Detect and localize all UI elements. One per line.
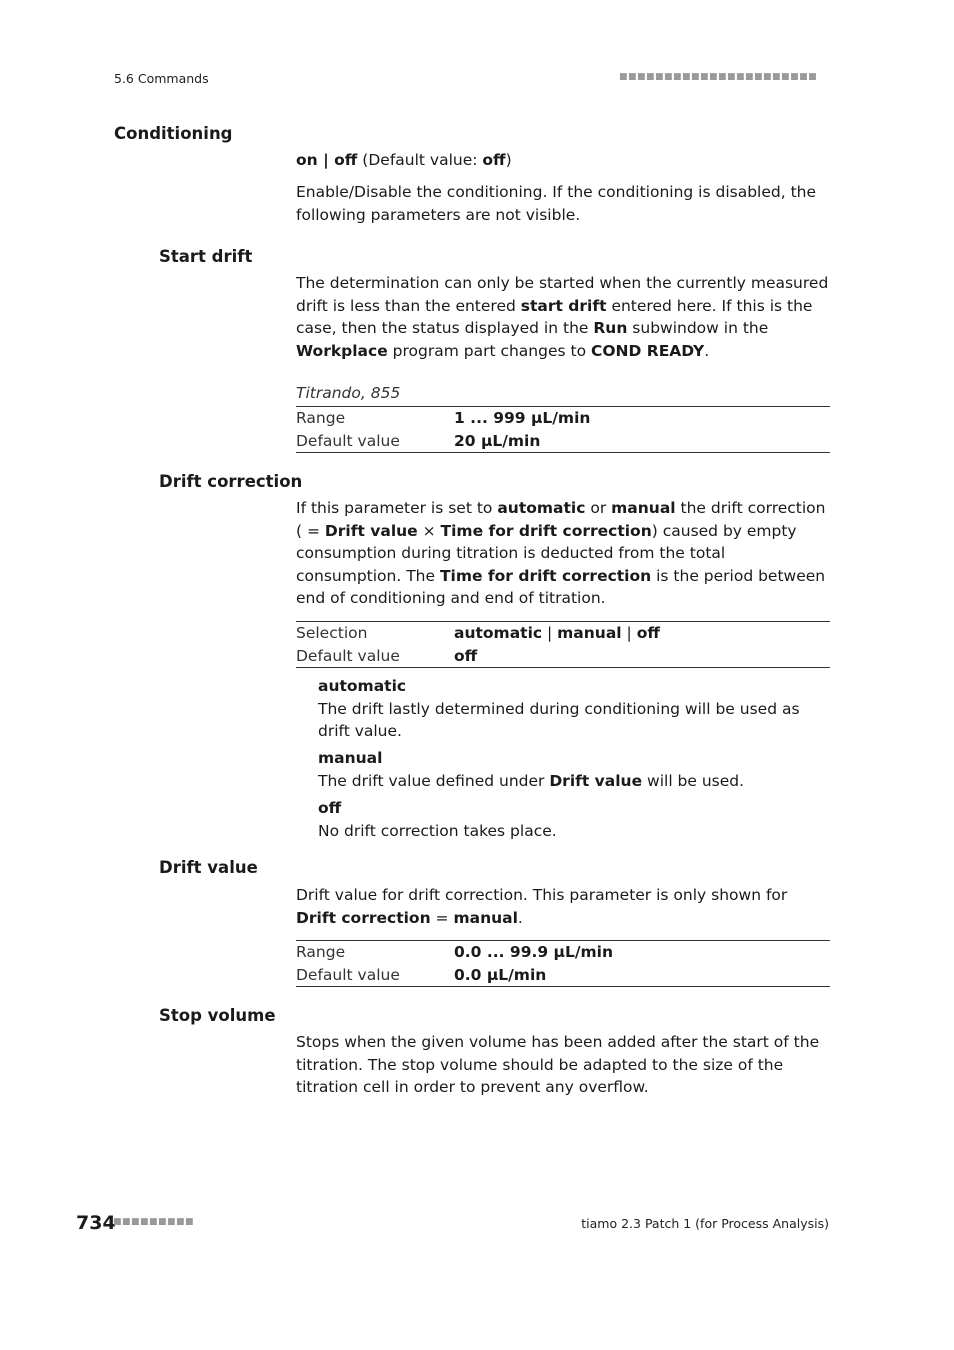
text: The drift value defined under [318,771,550,790]
emphasis: manual [453,908,518,927]
table-row [296,964,830,987]
text: the drift correction ( = [296,499,826,540]
emphasis: Drift correction [296,908,431,927]
stop-volume-heading: Stop volume [159,1006,276,1025]
running-header-section: 5.6 Commands [114,71,209,86]
param-value: 0.0 ... 99.9 µL/min [454,943,613,962]
start-drift-description [296,272,830,362]
default-prefix: (Default value: [357,151,483,169]
text: program part changes to [387,341,591,360]
option-automatic-block [318,675,828,743]
param-key: Default value [296,646,400,665]
option-separator: | [542,624,558,643]
table-row [296,622,830,645]
drift-correction-description [296,497,830,610]
text: or [585,499,612,517]
value-off: off [334,151,358,169]
text: Drift value for drift correction. This parameter is only shown for [296,886,788,904]
conditioning-heading: Conditioning [114,124,233,143]
text: If this parameter is set to [296,499,498,517]
start-drift-heading: Start drift [159,247,253,266]
option-off: off [636,624,660,643]
option-title: automatic [318,677,407,695]
emphasis: Workplace [296,341,388,360]
option-title: manual [318,749,383,767]
text: . [704,341,710,360]
footer-product-name: tiamo 2.3 Patch 1 (for Process Analysis) [581,1216,829,1231]
option-manual: manual [557,624,622,643]
drift-correction-parameter-table [296,621,830,668]
option-manual-block [318,747,828,792]
text: subwindow in the [627,319,769,338]
param-value: 1 ... 999 µL/min [454,409,591,428]
default-suffix: ) [505,151,512,169]
option-separator: | [621,624,637,643]
emphasis: start drift [520,296,607,315]
emphasis: Drift value [549,771,643,790]
emphasis: automatic [497,499,586,517]
param-value: off [454,646,478,665]
text: entered here. If this is the case, then the status displayed in the [296,296,813,338]
default-value: off [482,151,506,169]
page-number: 734 [76,1212,116,1234]
table-row [296,430,830,453]
text: . [517,908,523,927]
value-on: on [296,151,318,169]
param-key: Default value [296,431,400,450]
start-drift-device-caption: Titrando, 855 [296,384,401,402]
running-header-decoration: ■■■■■■■■■■■■■■■■■■■■■■ [619,72,818,82]
option-title: off [318,799,342,817]
conditioning-description: Enable/Disable the conditioning. If the conditioning is disabled, the following parameters are not visible. [296,183,817,224]
table-row [296,407,830,430]
drift-value-description [296,884,830,929]
stop-volume-description: Stops when the given volume has been added after the start of the titration. The stop volume should be adapted to the size of the titration cell in order to prevent any overflow. [296,1033,820,1097]
emphasis: Time for drift correction [440,521,652,540]
emphasis: Drift value [324,521,418,540]
param-value [454,622,830,645]
option-text [318,770,828,793]
option-text: No drift correction takes place. [318,821,557,840]
option-off-block [318,797,828,842]
text: The determination can only be started when the currently measured drift is less than the entered [296,274,829,315]
table-row [296,941,830,964]
param-key: Range [296,943,346,962]
option-automatic: automatic [454,624,543,643]
table-row [296,645,830,668]
drift-value-parameter-table [296,940,830,987]
emphasis: manual [611,499,676,517]
emphasis: Time for drift correction [439,566,652,585]
value-separator: | [317,151,335,169]
text: × [417,521,441,540]
option-text: The drift lastly determined during conditioning will be used as drift value. [318,699,800,741]
text: = [430,908,454,927]
footer-decoration: ■■■■■■■■■ [113,1217,195,1227]
text: will be used. [642,771,745,790]
drift-value-heading: Drift value [159,858,258,877]
param-key: Selection [296,624,368,643]
start-drift-parameter-table [296,406,830,453]
emphasis: COND READY [590,341,705,360]
param-value: 20 µL/min [454,431,541,450]
conditioning-values [296,149,830,172]
param-value: 0.0 µL/min [454,965,547,984]
emphasis: Run [593,319,628,338]
drift-correction-heading: Drift correction [159,472,303,491]
text: is the period between end of conditioning and end of titration. [296,566,826,608]
param-key: Default value [296,965,400,984]
param-key: Range [296,409,346,428]
text: ) caused by empty consumption during titration is deducted from the total consumption. The [296,521,797,585]
